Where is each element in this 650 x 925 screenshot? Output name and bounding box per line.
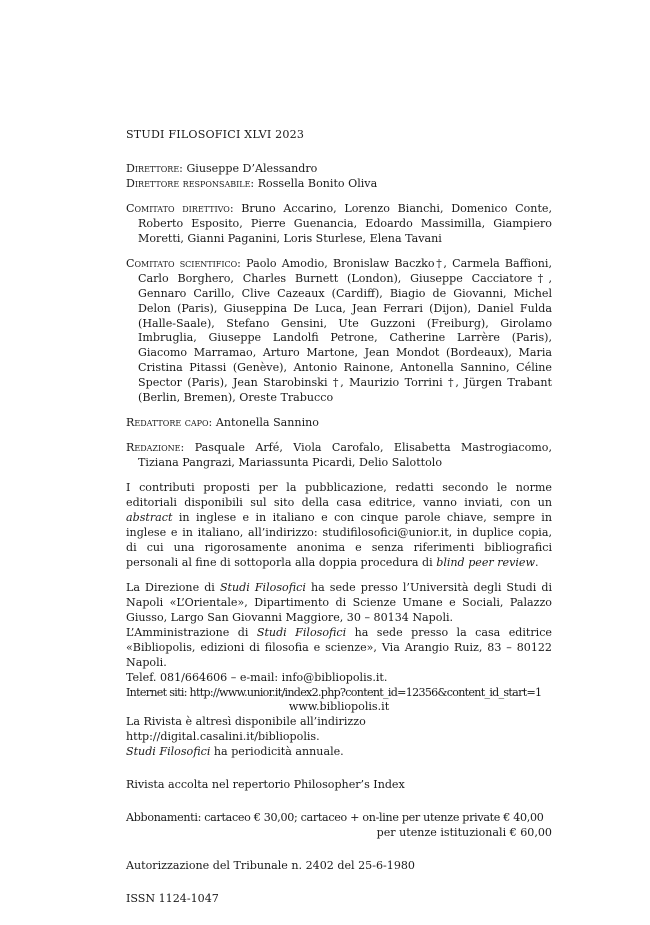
issn-line: ISSN 1124-1047 — [126, 892, 219, 906]
contributi-text-3: . — [535, 555, 539, 569]
autorizzazione-line: Autorizzazione del Tribunale n. 2402 del 25-6-1980 — [126, 859, 415, 873]
sede-text-2: ha sede presso l’Università degli Studi di Napoli «L’Orientale», Dipartimento di Scienze Umane e Sociali, Palazzo Giusso, Largo San Giovanni Maggiore, 30 – 80134 Napoli. — [126, 580, 552, 624]
journal-title: STUDI FILOSOFICI XLVI 2023 — [126, 128, 305, 141]
comitato-direttivo — [126, 202, 552, 247]
comitato-scientifico — [126, 257, 552, 407]
redattore-capo-value: Antonella Sannino — [215, 416, 319, 430]
redattore-capo-label: Redattore capo: — [126, 416, 213, 430]
periodicita-journal: Studi Filosofici — [126, 745, 211, 759]
redazione-label: Redazione: — [126, 441, 185, 455]
internet-line-1: Internet siti: http://www.unior.it/index2.php?content_id=12356&content_id_start=1 — [126, 685, 542, 699]
periodicita-line — [126, 745, 552, 760]
contributi-text-1: I contributi proposti per la pubblicazione, redatti secondo le norme editoriali disponibili sul sito della casa editrice, vanno inviati, con un — [126, 481, 552, 510]
sede-paragraph — [126, 581, 552, 626]
contributi-text-2: in inglese e in italiano e con cinque parole chiave, sempre in inglese e in italiano, all’indirizzo: studifilosofici@unior.it, in duplice copia, di cui una rigorosamente anonima e senza riferimenti bibliografici personali al fine di sottoporla alla doppia procedura di — [126, 511, 552, 569]
abbonamenti-line-2: per utenze istituzionali € 60,00 — [376, 826, 552, 840]
abstract-term: abstract — [126, 511, 173, 525]
amministrazione-text-1: L’Amministrazione di — [126, 625, 257, 639]
contributi-paragraph — [126, 481, 552, 571]
redattore-capo — [126, 416, 552, 431]
sede-text-1: La Direzione di — [126, 580, 220, 594]
masthead — [126, 128, 552, 907]
comitato-scientifico-value: Paolo Amodio, Bronislaw Baczko†, Carmela Baffioni, Carlo Borghero, Charles Burnett (London), Giuseppe Cacciatore†, Gennaro Carillo, Clive Cazeaux (Cardiff), Biagio de Giovanni, Michel Delon (Paris), Giuseppina De Luca, Jean Ferrari (Dijon), Daniel Fulda (Halle-Saale), Stefano Gensini, Ute Guzzoni (Freiburg), Girolamo Imbruglia, Giuseppe Landolfi Petrone, Catherine Larrère (Paris), Giacomo Marramao, Arturo Martone, Jean Mondot (Bordeaux), Maria Cristina Pitassi (Genève), Antonio Rainone, Antonella Sannino, Céline Spector (Paris), Jean Starobinski †, Maurizio Torrini †, Jürgen Trabant (Berlin, Bremen), Oreste Trabucco — [138, 256, 552, 405]
periodicita-text: ha periodicità annuale. — [210, 745, 344, 759]
direttore-responsabile-value: Rossella Bonito Oliva — [257, 176, 378, 190]
comitato-direttivo-value: Bruno Accarino, Lorenzo Bianchi, Domenico Conte, Roberto Esposito, Pierre Guenancia, Edoardo Massimilla, Giampiero Moretti, Gianni Paganini, Loris Sturlese, Elena Tavani — [138, 201, 552, 245]
redazione — [126, 441, 552, 471]
direttore-value: Giuseppe D’Alessandro — [186, 161, 318, 175]
comitato-scientifico-label: Comitato scientifico: — [126, 256, 241, 270]
repertorio-line: Rivista accolta nel repertorio Philosopher’s Index — [126, 778, 405, 792]
direttore-label: Direttore: — [126, 161, 183, 175]
sede-journal: Studi Filosofici — [219, 580, 306, 594]
direttore-responsabile-line — [126, 177, 552, 192]
direttore-line — [126, 162, 552, 177]
amministrazione-text-2: ha sede presso la casa editrice «Bibliopolis, edizioni di filosofia e scienze», Via Arangio Ruiz, 83 – 80122 Napoli. — [126, 625, 552, 669]
direttore-responsabile-label: Direttore responsabile: — [126, 176, 255, 190]
blind-peer-review-term: blind peer review — [436, 555, 535, 569]
redazione-value: Pasquale Arfé, Viola Carofalo, Elisabetta Mastrogiacomo, Tiziana Pangrazi, Mariassunta Picardi, Delio Salottolo — [138, 441, 553, 470]
comitato-direttivo-label: Comitato direttivo: — [126, 201, 234, 215]
rivista-disponibile-line: La Rivista è altresì disponibile all’indirizzo http://digital.casalini.it/bibliopolis. — [126, 715, 366, 744]
amministrazione-journal: Studi Filosofici — [256, 625, 347, 639]
amministrazione-paragraph — [126, 626, 552, 671]
abbonamenti-line-1: Abbonamenti: cartaceo € 30,00; cartaceo + on-line per utenze private € 40,00 — [126, 811, 544, 825]
internet-line-2: www.bibliopolis.it — [288, 700, 390, 714]
telefono-line: Telef. 081/664606 – e-mail: info@bibliopolis.it. — [126, 670, 388, 684]
